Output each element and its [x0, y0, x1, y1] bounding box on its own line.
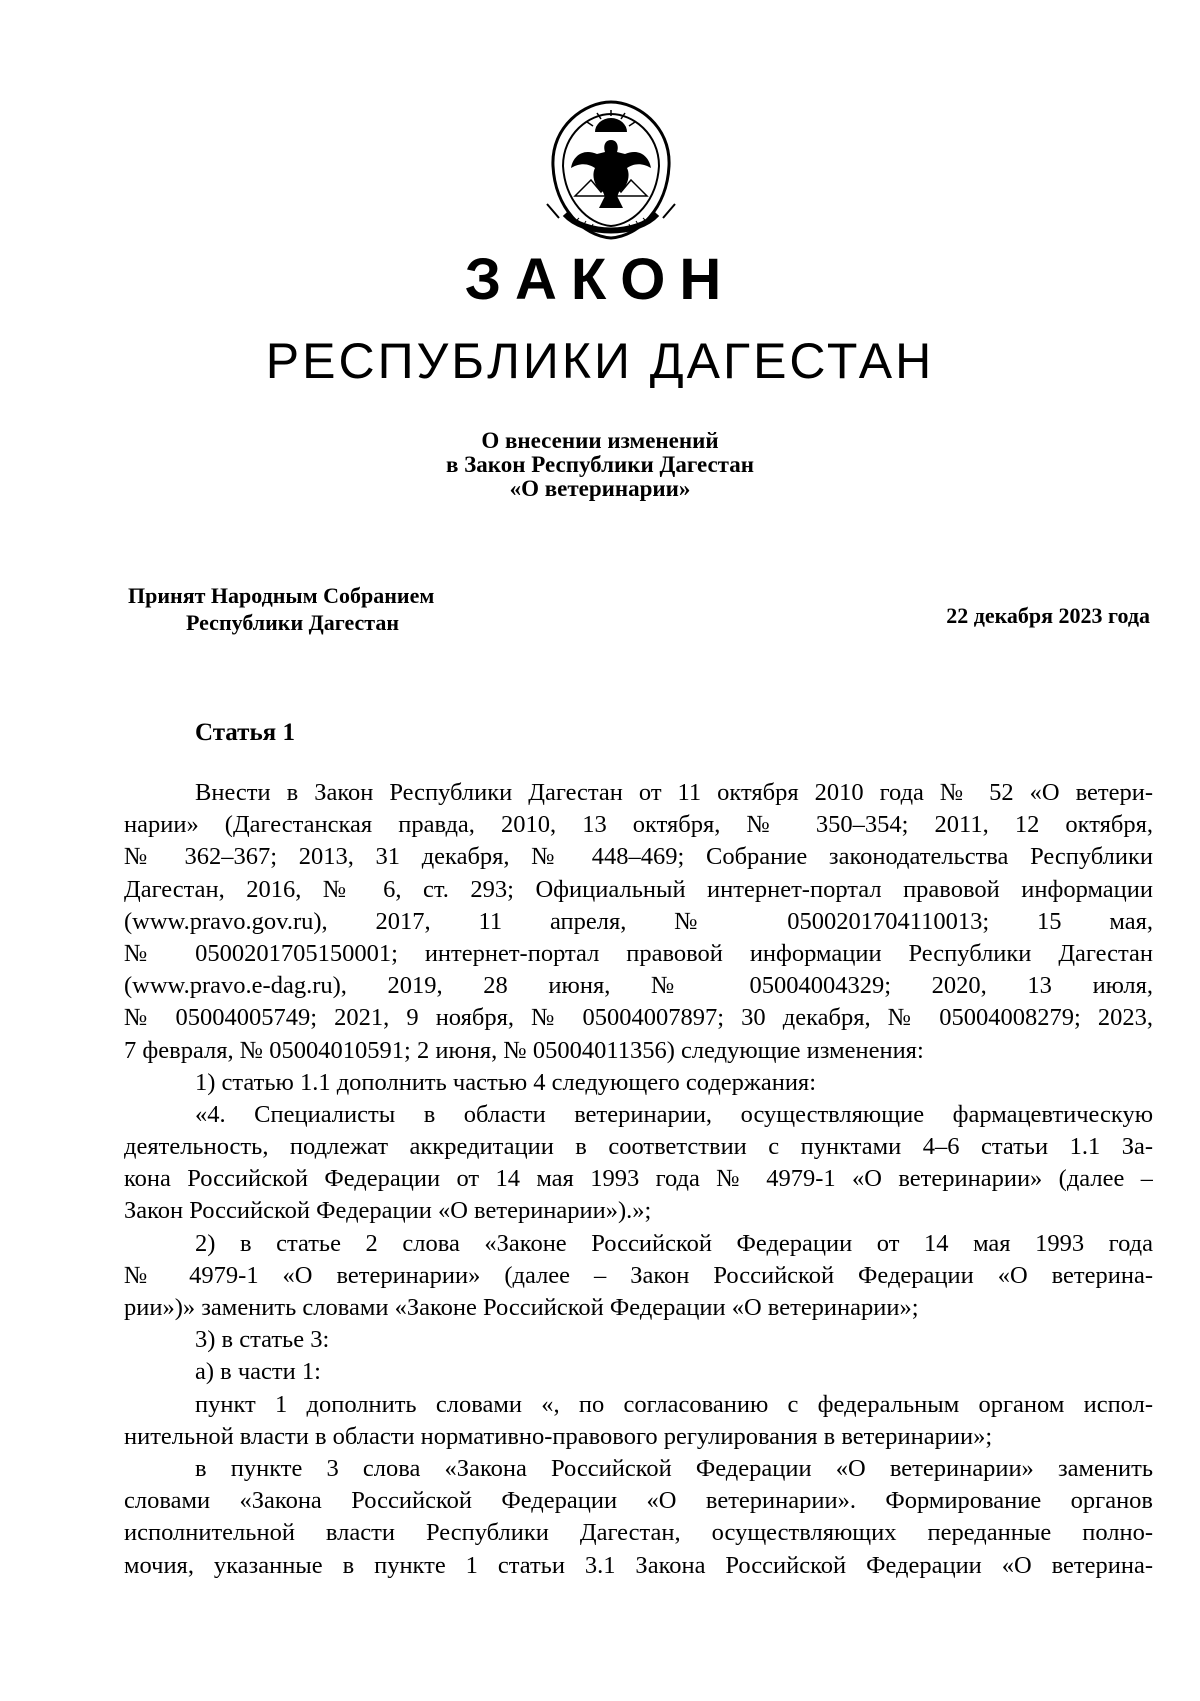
heading-line: «О ветеринарии» — [509, 476, 691, 501]
text-line: № 05004005749; 2021, 9 ноября, № 05004007897; 30 декабря, № 05004008279; 2023, — [124, 1004, 1153, 1032]
text-line: Дагестан, 2016, № 6, ст. 293; Официальный интернет-портал правовой информации — [124, 875, 1153, 903]
text-line: пункт 1 дополнить словами «, по согласованию с федеральным органом испол- — [195, 1390, 1153, 1418]
text-line: 1) статью 1.1 дополнить частью 4 следующего содержания: — [195, 1068, 817, 1096]
law-subtitle: РЕСПУБЛИКИ ДАГЕСТАН — [265, 333, 935, 389]
text-line: № 362–367; 2013, 31 декабря, № 448–469; Собрание законодательства Республики — [124, 843, 1153, 871]
law-title: ЗАКОН — [464, 247, 736, 312]
text-line: Внести в Закон Республики Дагестан от 11 октября 2010 года № 52 «О ветери- — [195, 779, 1153, 806]
heading-line: в Закон Республики Дагестан — [446, 452, 754, 477]
text-line: № 4979-1 «О ветеринарии» (далее – Закон Российской Федерации «О ветерина- — [124, 1261, 1153, 1289]
adoption-date: 22 декабря 2023 года — [946, 603, 1150, 628]
text-line: (www.pravo.e-dag.ru), 2019, 28 июня, № 05004004329; 2020, 13 июля, — [124, 972, 1153, 1000]
text-line: № 0500201705150001; интернет-портал правовой информации Республики Дагестан — [124, 939, 1153, 967]
heading-line: О внесении изменений — [481, 428, 719, 453]
text-line: мочия, указанные в пункте 1 статьи 3.1 Закона Российской Федерации «О ветерина- — [124, 1551, 1153, 1579]
adoption-line: Принят Народным Собранием — [128, 583, 435, 608]
text-line: нарии» (Дагестанская правда, 2010, 13 октября, № 350–354; 2011, 12 октября, — [124, 811, 1153, 839]
text-line: а) в части 1: — [195, 1358, 321, 1386]
text-line: словами «Закона Российской Федерации «О ветеринарии». Формирование органов — [124, 1487, 1153, 1515]
text-line: Закон Российской Федерации «О ветеринарии»).»; — [124, 1197, 652, 1225]
article-body — [124, 777, 1153, 1582]
coat-of-arms-icon — [535, 96, 687, 256]
text-line: исполнительной власти Республики Дагестан, осуществляющих переданные полно- — [124, 1519, 1153, 1547]
adoption-authority — [128, 582, 434, 636]
text-line: нительной власти в области нормативно-правового регулирования в ветеринарии»; — [124, 1422, 993, 1450]
adoption-line: Республики Дагестан — [186, 610, 400, 635]
text-line: 2) в статье 2 слова «Законе Российской Федерации от 14 мая 1993 года — [195, 1229, 1153, 1257]
text-line: рии»)» заменить словами «Законе Российской Федерации «О ветеринарии»; — [124, 1294, 919, 1321]
text-line: (www.pravo.gov.ru), 2017, 11 апреля, № 0500201704110013; 15 мая, — [124, 907, 1153, 935]
text-line: 7 февраля, № 05004010591; 2 июня, № 05004011356) следующие изменения: — [124, 1036, 924, 1064]
text-line: кона Российской Федерации от 14 мая 1993 года № 4979-1 «О ветеринарии» (далее – — [124, 1165, 1153, 1193]
text-line: 3) в статье 3: — [195, 1326, 330, 1354]
text-line: деятельность, подлежат аккредитации в соответствии с пунктами 4–6 статьи 1.1 За- — [124, 1133, 1153, 1161]
text-line: в пункте 3 слова «Закона Российской Федерации «О ветеринарии» заменить — [195, 1454, 1153, 1482]
article-title: Статья 1 — [195, 719, 295, 746]
law-heading — [380, 429, 820, 501]
text-line: «4. Специалисты в области ветеринарии, осуществляющие фармацевтическую — [195, 1100, 1153, 1128]
